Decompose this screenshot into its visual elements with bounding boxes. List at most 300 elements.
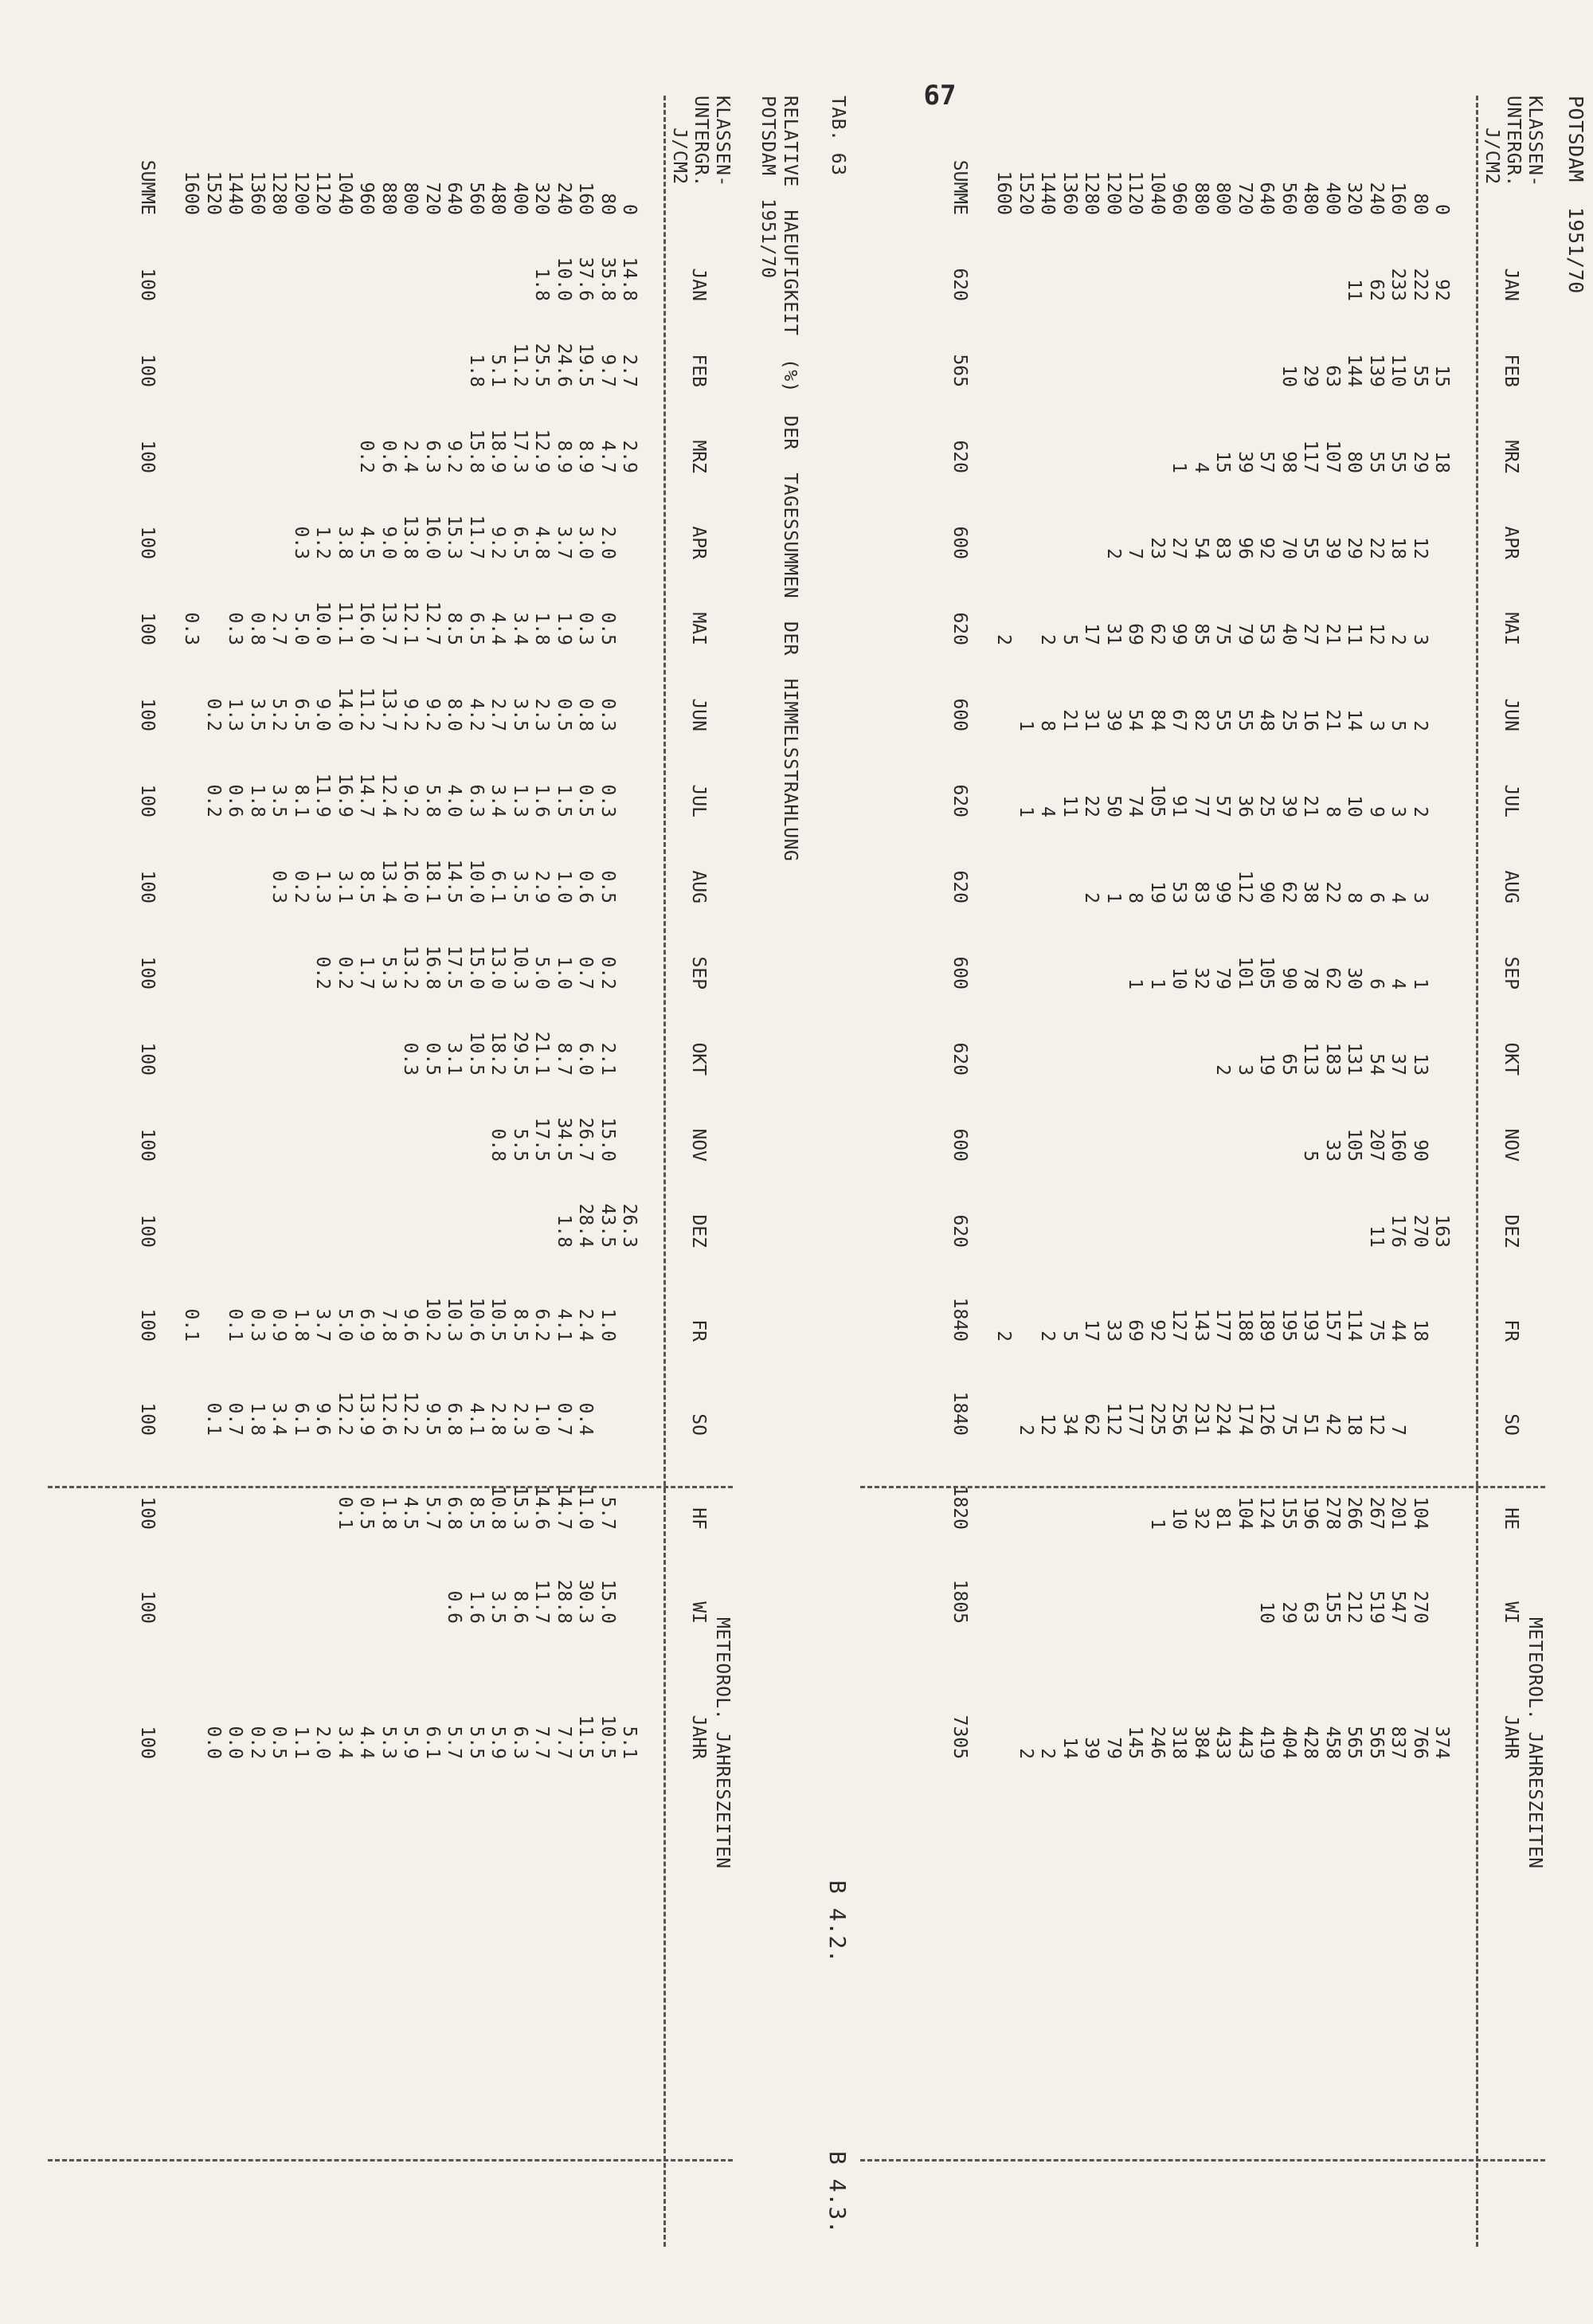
value-cell: 6 — [1365, 978, 1387, 990]
table-row — [1234, 96, 1256, 1759]
class-cell: 560 — [1278, 182, 1299, 215]
value-cell: 0.8 — [487, 1128, 509, 1162]
value-cell: 50 — [1102, 795, 1124, 817]
value-cell: 21 — [1059, 709, 1080, 731]
value-cell — [993, 903, 1016, 990]
value-cell: 5.2 — [268, 698, 290, 731]
value-cell: 3.5 — [509, 870, 530, 903]
value-cell: 16.0 — [400, 859, 421, 903]
value-cell: 12.4 — [378, 773, 399, 817]
value-cell: 28.8 — [553, 1579, 574, 1624]
value-cell: 11 — [1365, 1225, 1387, 1248]
table-row — [1168, 96, 1191, 1759]
value-cell — [1015, 1248, 1037, 1342]
value-cell: 404 — [1278, 1726, 1299, 1759]
value-cell: 25 — [1256, 795, 1278, 817]
value-cell: 1.8 — [290, 1308, 311, 1342]
value-cell — [290, 1076, 312, 1162]
value-cell: 8.5 — [509, 1308, 530, 1342]
value-cell — [465, 1076, 487, 1162]
value-cell — [1234, 301, 1256, 387]
value-cell: 3.5 — [246, 698, 268, 731]
value-cell: 10.0 — [312, 601, 334, 645]
value-cell: 6.2 — [531, 1308, 553, 1342]
value-cell — [1321, 215, 1344, 301]
value-cell — [1168, 301, 1191, 387]
value-cell: 9.2 — [421, 698, 443, 731]
summe-cell: 1840 — [949, 1391, 970, 1436]
page-number: 67 — [923, 80, 957, 112]
value-cell: 13.7 — [378, 601, 399, 645]
value-cell: 2.0 — [312, 1726, 334, 1759]
value-cell: 83 — [1190, 881, 1211, 903]
value-cell — [1431, 645, 1454, 731]
value-cell: 29 — [1300, 365, 1321, 387]
value-cell — [202, 559, 225, 645]
value-cell: 11.2 — [356, 687, 378, 731]
value-cell: 15.0 — [597, 1117, 618, 1162]
value-cell — [1102, 387, 1125, 473]
value-cell: 11.5 — [575, 1715, 597, 1759]
table-row — [334, 96, 356, 1759]
value-cell — [993, 645, 1016, 731]
value-cell — [246, 1436, 268, 1530]
value-cell: 547 — [1388, 1590, 1409, 1624]
table-row — [290, 96, 312, 1759]
value-cell: 3.8 — [334, 526, 355, 559]
summe-cell: 100 — [136, 1128, 158, 1162]
value-cell — [1081, 473, 1103, 559]
value-cell: 0.3 — [181, 612, 202, 645]
value-cell: 4 — [1388, 978, 1409, 990]
table-row — [1081, 96, 1103, 1759]
header-cell — [688, 96, 709, 215]
summe-cell: 100 — [136, 526, 158, 559]
value-cell: 0.2 — [356, 440, 378, 473]
value-cell: 145 — [1125, 1726, 1146, 1759]
value-cell — [619, 1436, 641, 1530]
value-cell — [1125, 1530, 1147, 1624]
value-cell: 1.5 — [553, 784, 574, 817]
value-cell: 0.3 — [225, 612, 246, 645]
value-cell: 4.7 — [597, 440, 618, 473]
value-cell: 105 — [1344, 1128, 1365, 1162]
value-cell: 112 — [1102, 1402, 1124, 1436]
value-cell: 57 — [1256, 451, 1278, 473]
table-row — [1365, 96, 1388, 1759]
class-cell: 240 — [553, 182, 574, 215]
value-cell — [290, 215, 312, 301]
value-cell: 433 — [1212, 1726, 1234, 1759]
value-cell: 8.5 — [356, 870, 378, 903]
summe-cell: 100 — [136, 612, 158, 645]
value-cell: 9.2 — [400, 784, 421, 817]
value-cell: 44 — [1388, 1319, 1409, 1342]
value-cell: 3.4 — [509, 612, 530, 645]
value-cell: 90 — [1409, 1139, 1431, 1162]
value-cell: 2 — [1037, 1748, 1059, 1759]
value-cell: 8.5 — [465, 1496, 487, 1530]
value-cell — [1059, 1162, 1081, 1248]
value-cell: 110 — [1388, 354, 1409, 387]
value-cell: 15.3 — [509, 1485, 530, 1530]
summe-cell: 100 — [136, 956, 158, 990]
value-cell: 69 — [1125, 623, 1146, 645]
value-cell — [1125, 215, 1147, 301]
value-cell: 126 — [1256, 1402, 1278, 1436]
value-cell — [400, 301, 422, 387]
value-cell — [421, 301, 444, 387]
value-cell: 174 — [1234, 1402, 1255, 1436]
value-cell: 32 — [1190, 1507, 1211, 1530]
class-cell: 1120 — [312, 170, 334, 215]
table-row — [619, 96, 641, 1759]
table-row — [268, 96, 291, 1759]
value-cell: 34 — [1059, 1413, 1080, 1436]
value-cell — [421, 1076, 444, 1162]
value-cell — [202, 215, 225, 301]
value-cell — [1212, 215, 1235, 301]
value-cell — [1037, 1162, 1059, 1248]
value-cell: 14.7 — [356, 773, 378, 817]
value-cell: 9.6 — [400, 1308, 421, 1342]
value-cell: 177 — [1212, 1308, 1234, 1342]
value-cell: 78 — [1300, 967, 1321, 990]
month-header: FEB — [1501, 354, 1521, 387]
value-cell — [1190, 1076, 1212, 1162]
table-row — [575, 96, 597, 1759]
value-cell — [487, 215, 510, 301]
value-cell: 8 — [1125, 892, 1146, 903]
value-cell: 17 — [1081, 1319, 1102, 1342]
summe-cell: 600 — [949, 1128, 970, 1162]
value-cell — [993, 1076, 1016, 1162]
table-absolute-frequency — [860, 96, 1545, 2310]
value-cell: 4.2 — [465, 698, 487, 731]
value-cell: 55 — [1234, 709, 1255, 731]
value-cell: 267 — [1365, 1496, 1387, 1530]
value-cell: 18 — [1431, 451, 1453, 473]
value-cell: 2.4 — [400, 440, 421, 473]
value-cell: 6.3 — [421, 440, 443, 473]
class-cell: 960 — [356, 182, 378, 215]
value-cell: 193 — [1300, 1308, 1321, 1342]
value-cell: 98 — [1278, 451, 1299, 473]
month-header: JUL — [688, 784, 709, 817]
table-row — [356, 96, 378, 1759]
value-cell — [246, 1162, 268, 1248]
value-cell: 2.9 — [531, 870, 553, 903]
summe-cell: 100 — [136, 354, 158, 387]
value-cell — [1059, 903, 1081, 990]
value-cell: 1.8 — [531, 268, 553, 301]
value-cell — [1015, 473, 1037, 559]
value-cell — [1212, 1076, 1235, 1162]
value-cell — [225, 1436, 247, 1530]
value-cell — [246, 817, 268, 903]
table-row — [1256, 96, 1278, 1759]
value-cell — [487, 1162, 510, 1248]
value-cell: 458 — [1321, 1726, 1343, 1759]
value-cell: 4 — [1037, 806, 1059, 817]
value-cell — [181, 990, 203, 1076]
value-cell — [334, 301, 356, 387]
value-cell — [246, 473, 268, 559]
header-cell — [1501, 96, 1521, 215]
value-cell: 23 — [1146, 537, 1168, 559]
value-cell — [993, 731, 1016, 817]
value-cell: 1 — [1146, 1519, 1168, 1530]
value-cell: 10.3 — [444, 1297, 465, 1342]
class-cell: 1040 — [334, 170, 355, 215]
value-cell: 0.1 — [334, 1496, 355, 1530]
value-cell: 22 — [1365, 537, 1387, 559]
value-cell: 6.3 — [465, 784, 487, 817]
summe-cell: 1840 — [949, 1297, 970, 1342]
value-cell: 6.5 — [290, 698, 311, 731]
value-cell — [312, 1530, 335, 1624]
class-cell: 1040 — [1146, 170, 1168, 215]
month-header: JUN — [688, 698, 709, 731]
value-cell: 9.0 — [312, 698, 334, 731]
value-cell: 5.0 — [531, 956, 553, 990]
value-cell — [225, 473, 247, 559]
class-cell: 1440 — [1037, 170, 1059, 215]
value-cell — [993, 387, 1016, 473]
station-header: POTSDAM 1951/70 — [1564, 96, 1587, 294]
class-cell: 1360 — [1059, 170, 1080, 215]
value-cell: 28.4 — [575, 1203, 597, 1248]
class-cell: 320 — [531, 182, 553, 215]
value-cell: 9.0 — [378, 526, 399, 559]
value-cell: 428 — [1300, 1726, 1321, 1759]
summe-cell: 620 — [949, 1214, 970, 1248]
value-cell — [1146, 387, 1168, 473]
value-cell: 11.9 — [312, 773, 334, 817]
value-cell: 70 — [1278, 537, 1299, 559]
value-cell — [1431, 990, 1454, 1076]
value-cell: 231 — [1190, 1402, 1211, 1436]
summe-cell: 600 — [949, 698, 970, 731]
class-cell: 80 — [597, 193, 618, 215]
value-cell — [181, 1342, 203, 1436]
value-cell — [225, 1530, 247, 1624]
value-cell: 31 — [1102, 623, 1124, 645]
value-cell: 84 — [1146, 709, 1168, 731]
value-cell — [356, 990, 378, 1076]
value-cell — [1212, 1162, 1235, 1248]
value-cell: 1.3 — [312, 870, 334, 903]
value-cell: 82 — [1190, 709, 1211, 731]
value-cell: 27 — [1300, 623, 1321, 645]
value-cell — [290, 1162, 312, 1248]
value-cell: 37 — [1388, 1053, 1409, 1076]
value-cell — [619, 903, 641, 990]
value-cell: 5 — [1300, 1150, 1321, 1162]
value-cell — [1431, 1436, 1454, 1530]
value-cell: 25.5 — [531, 343, 553, 387]
value-cell: 30 — [1344, 967, 1365, 990]
value-cell: 0.3 — [597, 784, 618, 817]
table-row — [1344, 96, 1366, 1759]
value-cell — [268, 903, 291, 990]
value-cell: 0.2 — [334, 956, 355, 990]
value-cell: 2 — [1081, 892, 1102, 903]
value-cell: 0.2 — [597, 956, 618, 990]
value-cell: 10.6 — [465, 1297, 487, 1342]
month-header: OKT — [1501, 1042, 1521, 1076]
value-cell — [444, 301, 466, 387]
value-cell — [1212, 1530, 1235, 1624]
value-cell — [1015, 1436, 1037, 1530]
value-cell: 40 — [1278, 623, 1299, 645]
value-cell — [1190, 1162, 1212, 1248]
value-cell: 0.4 — [575, 1402, 597, 1436]
value-cell: 2 — [1037, 634, 1059, 645]
value-cell: 1 — [1125, 978, 1146, 990]
value-cell: 105 — [1256, 956, 1278, 990]
summe-cell: 100 — [136, 268, 158, 301]
table-row — [531, 96, 554, 1759]
month-header: OKT — [688, 1042, 709, 1076]
value-cell: 2 — [993, 634, 1015, 645]
value-cell: 266 — [1344, 1496, 1365, 1530]
value-cell — [378, 1076, 400, 1162]
summe-row — [949, 96, 993, 1759]
value-cell: 5 — [1059, 1331, 1080, 1342]
table-row — [1278, 96, 1300, 1759]
value-cell — [993, 817, 1016, 903]
value-cell — [334, 1076, 356, 1162]
class-cell: 800 — [400, 182, 421, 215]
value-cell: 5.1 — [619, 1726, 640, 1759]
value-cell: 19 — [1256, 1053, 1278, 1076]
value-cell: 12.9 — [531, 429, 553, 473]
value-cell: 13.0 — [487, 945, 509, 990]
value-cell: 54 — [1190, 537, 1211, 559]
value-cell — [181, 387, 203, 473]
value-cell — [181, 645, 203, 731]
value-cell: 10.3 — [509, 945, 530, 990]
value-cell: 12.2 — [334, 1391, 355, 1436]
season-header-cell: FR — [1501, 1319, 1521, 1342]
reference-b43: B 4.3. — [824, 2151, 851, 2235]
value-cell — [1146, 1162, 1168, 1248]
value-cell — [1037, 817, 1059, 903]
value-cell — [246, 1530, 268, 1624]
value-cell: 10 — [1256, 1601, 1278, 1624]
value-cell — [400, 1162, 422, 1248]
value-cell: 90 — [1278, 967, 1299, 990]
value-cell — [202, 387, 225, 473]
value-cell: 43.5 — [597, 1203, 618, 1248]
value-cell: 10 — [1278, 365, 1299, 387]
value-cell: 104 — [1234, 1496, 1255, 1530]
value-cell: 30.3 — [575, 1579, 597, 1624]
table-row — [1190, 96, 1212, 1759]
class-cell: 960 — [1168, 182, 1190, 215]
value-cell — [268, 387, 291, 473]
value-cell: 62 — [1081, 1413, 1102, 1436]
value-cell — [1344, 1162, 1366, 1248]
rotated-page-content — [32, 96, 1593, 2310]
month-header: MAI — [688, 612, 709, 645]
value-cell: 0.2 — [202, 698, 224, 731]
value-cell: 0.3 — [575, 612, 597, 645]
value-cell: 10.5 — [597, 1715, 618, 1759]
value-cell — [1059, 817, 1081, 903]
value-cell: 2 — [1015, 1748, 1036, 1759]
value-cell: 0.2 — [202, 784, 224, 817]
value-cell — [1168, 1530, 1191, 1624]
value-cell: 6.0 — [575, 1042, 597, 1076]
value-cell: 1 — [1102, 892, 1124, 903]
value-cell: 419 — [1256, 1726, 1278, 1759]
value-cell — [268, 215, 291, 301]
value-cell — [1081, 1436, 1103, 1530]
value-cell: 4.8 — [531, 526, 553, 559]
value-cell — [225, 1162, 247, 1248]
value-cell: 96 — [1234, 537, 1255, 559]
value-cell — [334, 1530, 356, 1624]
value-cell — [1037, 1436, 1059, 1530]
value-cell: 176 — [1388, 1214, 1409, 1248]
month-header: AUG — [688, 870, 709, 903]
value-cell — [290, 301, 312, 387]
value-cell: 55 — [1388, 451, 1409, 473]
value-cell — [1081, 1530, 1103, 1624]
value-cell — [1146, 1076, 1168, 1162]
value-cell: 101 — [1234, 956, 1255, 990]
value-cell: 5.5 — [509, 1128, 530, 1162]
value-cell — [1102, 301, 1125, 387]
value-cell: 10.0 — [553, 257, 574, 301]
value-cell: 51 — [1300, 1413, 1321, 1436]
value-cell: 10.5 — [487, 1297, 509, 1342]
value-cell — [356, 215, 378, 301]
value-cell: 1.8 — [246, 1402, 268, 1436]
value-cell: 155 — [1321, 1590, 1343, 1624]
summe-label: SUMME — [949, 159, 970, 215]
value-cell — [334, 990, 356, 1076]
value-cell: 21.1 — [531, 1031, 553, 1076]
value-cell: 99 — [1168, 623, 1190, 645]
table-row — [1102, 96, 1125, 1759]
value-cell — [378, 1162, 400, 1248]
class-cell: 880 — [378, 182, 399, 215]
value-cell: 157 — [1321, 1308, 1343, 1342]
value-cell — [1059, 990, 1081, 1076]
value-cell: 16.0 — [421, 515, 443, 559]
season-header-cell: WI — [688, 1601, 709, 1624]
value-cell — [1125, 301, 1147, 387]
value-cell: 4.1 — [465, 1402, 487, 1436]
value-cell: 2 — [1102, 548, 1124, 559]
value-cell: 92 — [1431, 279, 1453, 301]
value-cell: 105 — [1146, 784, 1168, 817]
summe-cell: 620 — [949, 870, 970, 903]
value-cell: 17 — [1081, 623, 1102, 645]
value-cell — [597, 1342, 619, 1436]
value-cell: 9.2 — [487, 526, 509, 559]
month-header: APR — [1501, 526, 1521, 559]
value-cell: 7.7 — [531, 1726, 553, 1759]
value-cell — [1431, 1248, 1454, 1342]
table-row — [1146, 96, 1168, 1759]
value-cell: 10 — [1168, 967, 1190, 990]
summe-cell: 7305 — [949, 1715, 970, 1759]
value-cell — [268, 990, 291, 1076]
